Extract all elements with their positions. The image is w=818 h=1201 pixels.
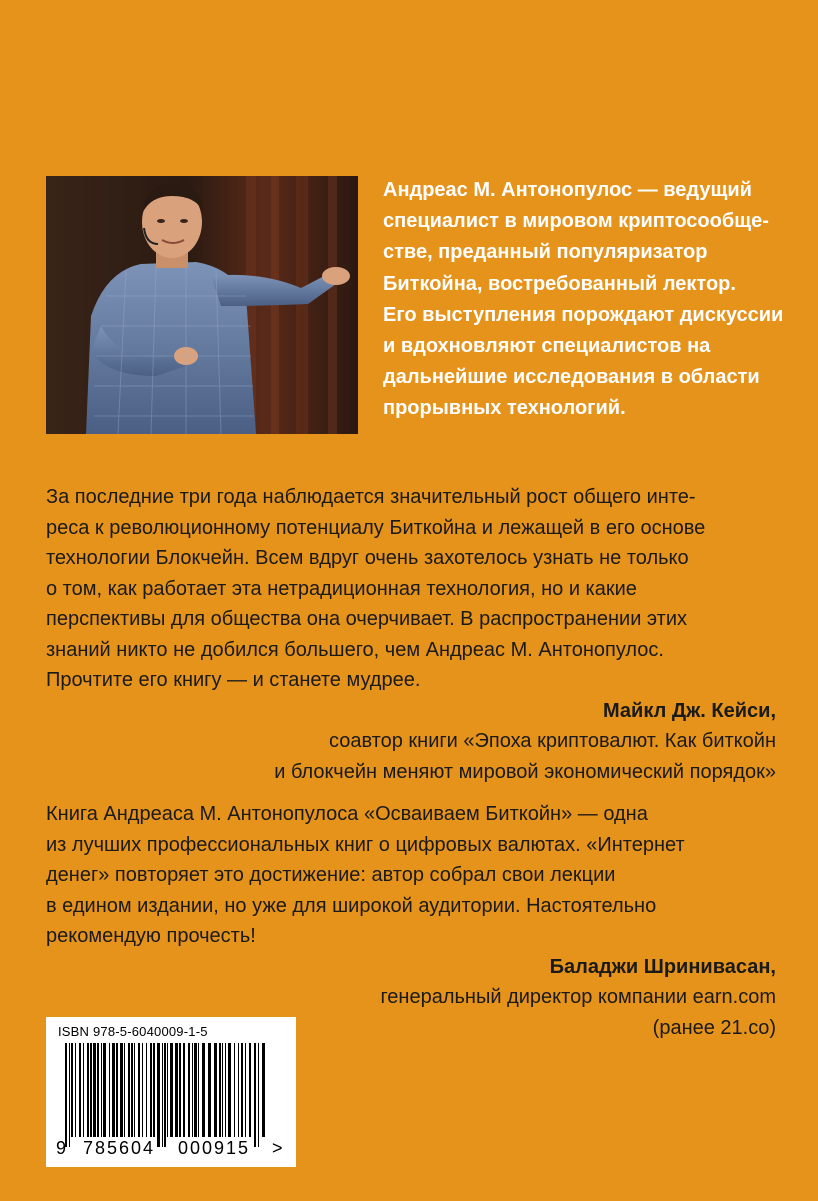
barcode-bar bbox=[90, 1043, 92, 1137]
quote-attribution-role: генеральный директор компании earn.com bbox=[380, 986, 776, 1008]
barcode-bar bbox=[170, 1043, 173, 1137]
barcode-digit-group2: 000915 bbox=[178, 1138, 251, 1158]
barcode-bar bbox=[164, 1043, 166, 1147]
barcode-bar bbox=[234, 1043, 235, 1137]
bio-line: Его выступления порождают дискуссии bbox=[383, 303, 784, 326]
barcode-bar bbox=[219, 1043, 221, 1137]
quote-srinivasan bbox=[46, 799, 776, 1043]
barcode-bar bbox=[116, 1043, 118, 1137]
barcode-bar bbox=[194, 1043, 197, 1137]
quote-line: перспективы для общества она очерчивает. В распространении этих bbox=[46, 608, 688, 630]
barcode-bar bbox=[258, 1043, 259, 1147]
quote-attribution-role: и блокчейн меняют мировой экономический порядок» bbox=[274, 760, 776, 783]
barcode-bar bbox=[97, 1043, 99, 1137]
quote-line: реса к революционному потенциалу Биткойна и лежащей в его основе bbox=[46, 516, 706, 539]
barcode-bar bbox=[101, 1043, 102, 1137]
barcode-bar bbox=[75, 1043, 76, 1137]
quote-line: о том, как работает эта нетрадиционная технология, но и какие bbox=[46, 577, 637, 600]
bio-line: Андреас М. Антонопулос — ведущий bbox=[383, 179, 752, 201]
barcode-bar bbox=[228, 1043, 231, 1137]
barcode-bar bbox=[87, 1043, 89, 1137]
barcode-bar bbox=[175, 1043, 178, 1137]
barcode-bar bbox=[93, 1043, 96, 1137]
quote-line: из лучших профессиональных книг о цифровых валютах. «Интернет bbox=[46, 833, 685, 856]
quote-line: технологии Блокчейн. Всем вдруг очень захотелось узнать не только bbox=[46, 547, 689, 569]
barcode-bar bbox=[138, 1043, 140, 1137]
quote-line: рекомендую прочесть! bbox=[46, 925, 256, 947]
barcode-bar bbox=[142, 1043, 143, 1137]
barcode-bar bbox=[109, 1043, 110, 1137]
barcode-bar bbox=[131, 1043, 133, 1137]
bio-line: стве, преданный популяризатор bbox=[383, 241, 708, 264]
author-bio bbox=[383, 175, 803, 425]
barcode-bar bbox=[238, 1043, 239, 1137]
barcode-bar bbox=[83, 1043, 84, 1137]
barcode-bar bbox=[249, 1043, 251, 1137]
barcode-bar bbox=[241, 1043, 243, 1137]
bio-line: и вдохновляют специалистов на bbox=[383, 335, 711, 358]
bio-line: дальнейшие исследования в области bbox=[383, 366, 760, 389]
barcode-bar bbox=[167, 1043, 168, 1137]
barcode-bar bbox=[208, 1043, 211, 1137]
barcode-bar bbox=[134, 1043, 135, 1137]
bio-line: прорывных технологий. bbox=[383, 397, 626, 420]
barcode-bar bbox=[157, 1043, 160, 1147]
quote-line: Книга Андреаса М. Антонопулоса «Осваиваем Биткойн» — одна bbox=[46, 803, 648, 825]
quote-line: денег» повторяет это достижение: автор собрал свои лекции bbox=[46, 864, 616, 886]
barcode-bar bbox=[222, 1043, 223, 1137]
quote-casey bbox=[46, 482, 776, 787]
barcode-bar bbox=[192, 1043, 193, 1137]
quote-line: знаний никто не добился большего, чем Андреас М. Антонопулос. bbox=[46, 638, 664, 661]
barcode-bar bbox=[214, 1043, 217, 1137]
quote-attribution-name: Баладжи Шринивасан, bbox=[549, 955, 776, 978]
barcode-digit-group1: 785604 bbox=[83, 1138, 156, 1158]
isbn-label: ISBN 978-5-6040009-1-5 bbox=[58, 1024, 208, 1039]
barcode-bar bbox=[128, 1043, 130, 1137]
barcode-bar bbox=[153, 1043, 155, 1137]
author-photo bbox=[46, 176, 358, 434]
barcode-digit-first: 9 bbox=[56, 1138, 67, 1158]
barcode-bar bbox=[262, 1043, 265, 1137]
barcode-bar bbox=[146, 1043, 147, 1137]
quote-attribution-role: соавтор книги «Эпоха криптовалют. Как биткойн bbox=[329, 730, 776, 752]
quote-attribution-name: Майкл Дж. Кейси, bbox=[603, 699, 776, 722]
barcode-bar bbox=[65, 1043, 67, 1147]
barcode-bar bbox=[188, 1043, 190, 1137]
barcode-bar bbox=[202, 1043, 205, 1137]
barcode-bar bbox=[225, 1043, 226, 1137]
quote-attribution-role: (ранее 21.co) bbox=[652, 1016, 776, 1039]
bio-line: специалист в мировом криптосообще- bbox=[383, 210, 769, 233]
barcode-digit-arrow: > bbox=[272, 1138, 283, 1158]
barcode-bar bbox=[245, 1043, 246, 1137]
barcode-bar bbox=[120, 1043, 123, 1137]
barcode-bar bbox=[71, 1043, 73, 1137]
barcode-bar bbox=[69, 1043, 70, 1147]
barcode-bar bbox=[179, 1043, 181, 1137]
barcode-bar bbox=[112, 1043, 115, 1137]
quote-line: За последние три года наблюдается значительный рост общего инте- bbox=[46, 486, 696, 508]
barcode-bar bbox=[198, 1043, 199, 1137]
barcode-bar bbox=[103, 1043, 106, 1137]
bio-line: Биткойна, востребованный лектор. bbox=[383, 272, 736, 295]
quote-line: Прочтите его книгу — и станете мудрее. bbox=[46, 669, 421, 691]
barcode-bar bbox=[124, 1043, 125, 1137]
isbn-barcode bbox=[46, 1017, 296, 1167]
barcode-bar bbox=[183, 1043, 185, 1137]
quote-line: в едином издании, но уже для широкой аудитории. Настоятельно bbox=[46, 894, 657, 917]
barcode-bar bbox=[254, 1043, 256, 1147]
barcode-bar bbox=[162, 1043, 163, 1147]
barcode-bar bbox=[79, 1043, 81, 1137]
barcode-bar bbox=[150, 1043, 152, 1137]
